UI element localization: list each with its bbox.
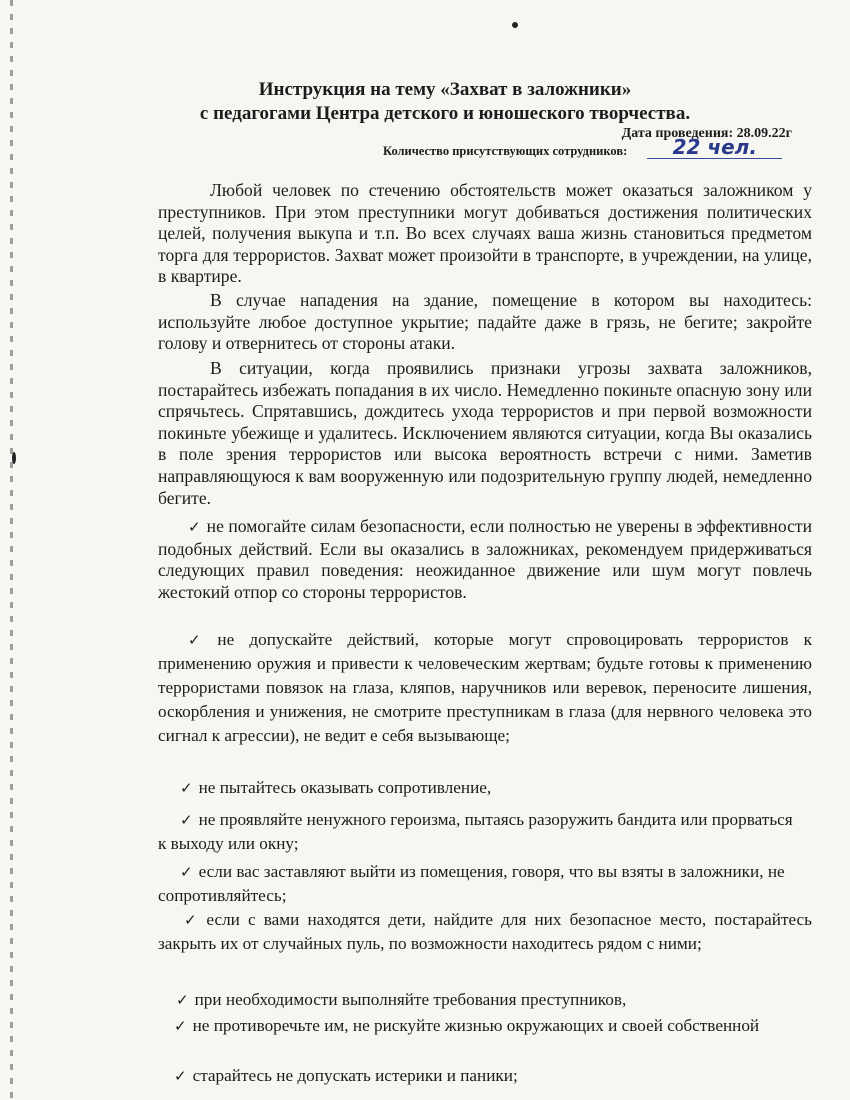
list-item [158, 808, 798, 856]
list-item [158, 908, 812, 956]
paragraph-2 [158, 290, 812, 355]
list-item [180, 776, 491, 800]
document-title-line1: Инструкция на тему «Захват в заложники» [258, 79, 632, 100]
list-item-text: не помогайте силам безопасности, если полностью не уверены в эффективности подобных действий. Если вы оказались в заложниках, рекомендуем придерживаться следующих правил поведения: неожиданное движение или шум могут повлечь жестокий отпор со стороны террористов. [158, 516, 812, 602]
paragraph-text: В случае нападения на здание, помещение в котором вы находитесь: используйте любое доступное укрытие; падайте даже в грязь, не бегите; закройте голову и отвернитесь от стороны атаки. [158, 290, 812, 354]
scan-speck [12, 452, 16, 464]
list-item [174, 1064, 518, 1088]
checkmark-icon: ✓ [184, 911, 201, 929]
list-item-text: старайтесь не допускать истерики и паники; [192, 1066, 518, 1085]
list-item-text: если с вами находятся дети, найдите для них безопасное место, постарайтесь закрыть их от случайных пуль, по возможности находитесь рядом с ними; [158, 910, 812, 953]
list-item [176, 988, 626, 1012]
list-item-text: не пытайтесь оказывать сопротивление, [198, 778, 492, 797]
checkmark-icon: ✓ [188, 518, 201, 536]
date-label: Дата проведения: 28.09.22г [621, 126, 792, 141]
paragraph-1 [158, 180, 812, 288]
checkmark-icon: ✓ [180, 779, 193, 797]
document-title-line2: с педагогами Центра детского и юношеского творчества. [199, 103, 691, 124]
list-item [158, 628, 812, 748]
list-item-text: не допускайте действий, которые могут спровоцировать террористов к применению оружия и привести к человеческим жертвам; будьте готовы к применению террористами повязок на глаза, кляпов, наручников или веревок, переносите лишения, оскорбления и унижения, не смотрите преступникам в глаза (для нервного человека это сигнал к агрессии), не ведит е себя вызывающе; [158, 630, 812, 745]
list-item [158, 860, 798, 908]
list-item-text: при необходимости выполняйте требования преступников, [194, 990, 627, 1009]
attendance-line [383, 135, 782, 159]
checkmark-icon: ✓ [174, 1067, 187, 1085]
list-item-text: если вас заставляют выйти из помещения, говоря, что вы взяты в заложники, не сопротивляйтесь; [158, 862, 785, 905]
list-item [158, 516, 812, 603]
list-item-text: не противоречьте им, не рискуйте жизнью окружающих и своей собственной [192, 1016, 760, 1035]
attendance-handwritten-value: 22 чел. [647, 138, 782, 159]
checkmark-icon: ✓ [180, 811, 193, 829]
checkmark-icon: ✓ [188, 631, 212, 649]
list-item-text: не проявляйте ненужного героизма, пытаясь разоружить бандита или прорваться к выходу или окну; [158, 810, 793, 853]
attendance-label: Количество присутствующих сотрудников: [383, 144, 628, 158]
checkmark-icon: ✓ [176, 991, 189, 1009]
scan-edge-artifact [10, 0, 13, 1100]
checkmark-icon: ✓ [174, 1017, 187, 1035]
paragraph-3 [158, 358, 812, 509]
scan-speck [512, 22, 518, 28]
list-item [158, 1014, 798, 1038]
checkmark-icon: ✓ [180, 863, 193, 881]
paragraph-text: В ситуации, когда проявились признаки угрозы захвата заложников, постарайтесь избежать попадания в их число. Немедленно покиньте опасную зону или спрячьтесь. Спрятавшись, дождитесь ухода террористов и при первой возможности покиньте убежище и удалитесь. Исключением являются ситуации, когда Вы оказались в поле зрения террористов или высока вероятность встречи с ними. Заметив направляющуюся к вам вооруженную или подозрительную группу людей, немедленно бегите. [158, 358, 812, 508]
paragraph-text: Любой человек по стечению обстоятельств может оказаться заложником у преступников. При этом преступники могут добиваться достижения политических целей, получения выкупа и т.п. Во всех случаях ваша жизнь становиться предметом торга для террористов. Захват может произойти в транспорте, в учреждении, на улице, в квартире. [158, 180, 812, 287]
